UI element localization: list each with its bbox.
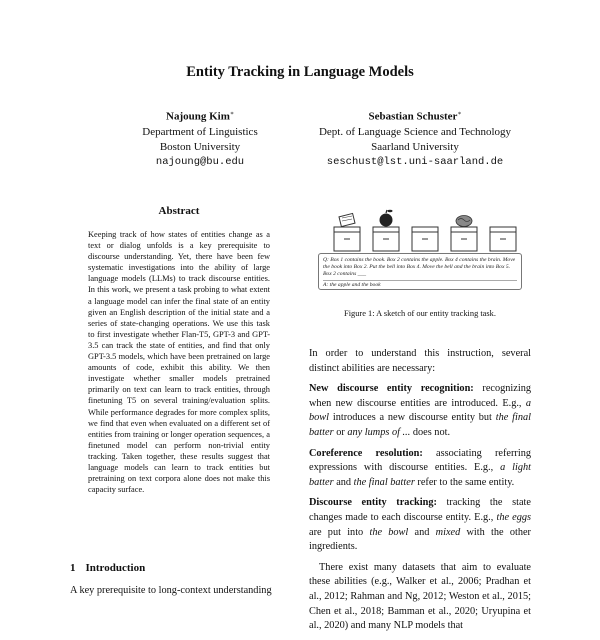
author-affiliation-2a: Dept. of Language Science and Technology — [318, 125, 512, 138]
intro-first-line: A key prerequisite to long-context understanding — [70, 585, 272, 596]
abstract-heading: Abstract — [158, 205, 200, 217]
author-affiliation-1a: Department of Linguistics — [142, 125, 258, 138]
figure-1-question: Q: Box 1 contains the book. Box 2 contains the apple. Box 4 contains the brain. Move the book into Box 2. Put the bell into Box 4. Move the bell and the brain into Box 5. Box 2 contains ___ — [323, 257, 516, 278]
author-mark-1: ∗ — [229, 111, 234, 117]
paper-title: Entity Tracking in Language Models — [186, 64, 414, 80]
section-1-heading — [70, 562, 145, 574]
abstract-body — [88, 229, 270, 495]
author-affiliation-2b: Saarland University — [371, 140, 459, 153]
ability-2-term: Coreference resolution: — [309, 447, 423, 459]
ability-3-term: Discourse entity tracking: — [309, 497, 437, 509]
book-icon — [339, 213, 355, 226]
ability-item-1: New discourse entity recognition: recognizing when new discourse entities are introduced. E.g., a bowl introduces a new discourse entity but the final batter or any lumps of ... does not. — [309, 383, 532, 438]
box-4 — [451, 227, 477, 251]
author-email-1: najoung@bu.edu — [155, 155, 245, 168]
author-name-2: Sebastian Schuster — [368, 110, 458, 123]
section-number: 1 — [70, 562, 76, 574]
apple-icon — [380, 210, 393, 227]
author-mark-2: ∗ — [457, 111, 462, 117]
author-block-1 — [125, 107, 275, 170]
brain-icon — [456, 216, 472, 227]
section-title: Introduction — [85, 562, 146, 574]
box-2 — [373, 227, 399, 251]
figure-1-answer: A: the apple and the book — [323, 280, 517, 289]
box-5 — [490, 227, 516, 251]
intro-paragraph: In order to understand this instruction, several distinct abilities are necessary: — [309, 348, 531, 374]
author-email-2: seschust@lst.uni-saarland.de — [326, 155, 504, 168]
box-3 — [412, 227, 438, 251]
box-1 — [334, 227, 360, 251]
abstract-section — [88, 205, 270, 495]
abstract-paragraph: Keeping track of how states of entities change as a text or dialog unfolds is a key prerequisite to discourse understanding. Yet, there have been few systematic investigations into the ability of large language models (LLMs) to track discourse entities. In this work, we present a task probing to what extent a language model can infer the final state of an entity given an English description of the initial state and a series of state-changing operations. We use this task to first investigate whether Flan-T5, GPT-3 and GPT-3.5 can track the state of entities, and find that only GPT-3.5 models, which have been pretrained on large amounts of code, exhibit this ability. We then investigate whether smaller models pretrained primarily on text can learn to track entities, through finetuning T5 on several training/evaluation splits. While performance degrades for more complex splits, we find that even when evaluated on a different set of entities from training or longer operation sequences, a finetuned model can perform non-trivial entity tracking. Taken together, these results suggest that language models can learn to track entities but pretraining on text corpora alone does not make this capacity surface. — [88, 230, 270, 495]
datasets-paragraph: There exist many datasets that aim to evaluate these abilities (e.g., Walker et al., 2006; Pradhan et al., 2012; Rahman and Ng, 2012; Weston et al., 2015; Chen et al., 2018; Bamman et al., 2020; Uryupina et al., 2020) and many NLP models that — [309, 561, 531, 632]
author-affiliation-1b: Boston University — [159, 140, 241, 153]
author-block-2 — [285, 107, 545, 170]
figure-1-caption: Figure 1: A sketch of our entity tracking task. — [344, 309, 496, 318]
author-name-1: Najoung Kim — [166, 110, 230, 123]
ability-item-3: Discourse entity tracking: tracking the state changes made to each discourse entity. E.g., the eggs are put into the bowl and mixed with the other ingredients. — [309, 497, 532, 553]
ability-item-2: Coreference resolution: associating referring expressions with discourse entities. E.g., a light batter and the final batter refer to the same entity. — [309, 447, 532, 488]
right-column-body — [309, 347, 531, 640]
figure-1-example-box — [318, 253, 522, 290]
ability-1-term: New discourse entity recognition: — [309, 383, 474, 395]
